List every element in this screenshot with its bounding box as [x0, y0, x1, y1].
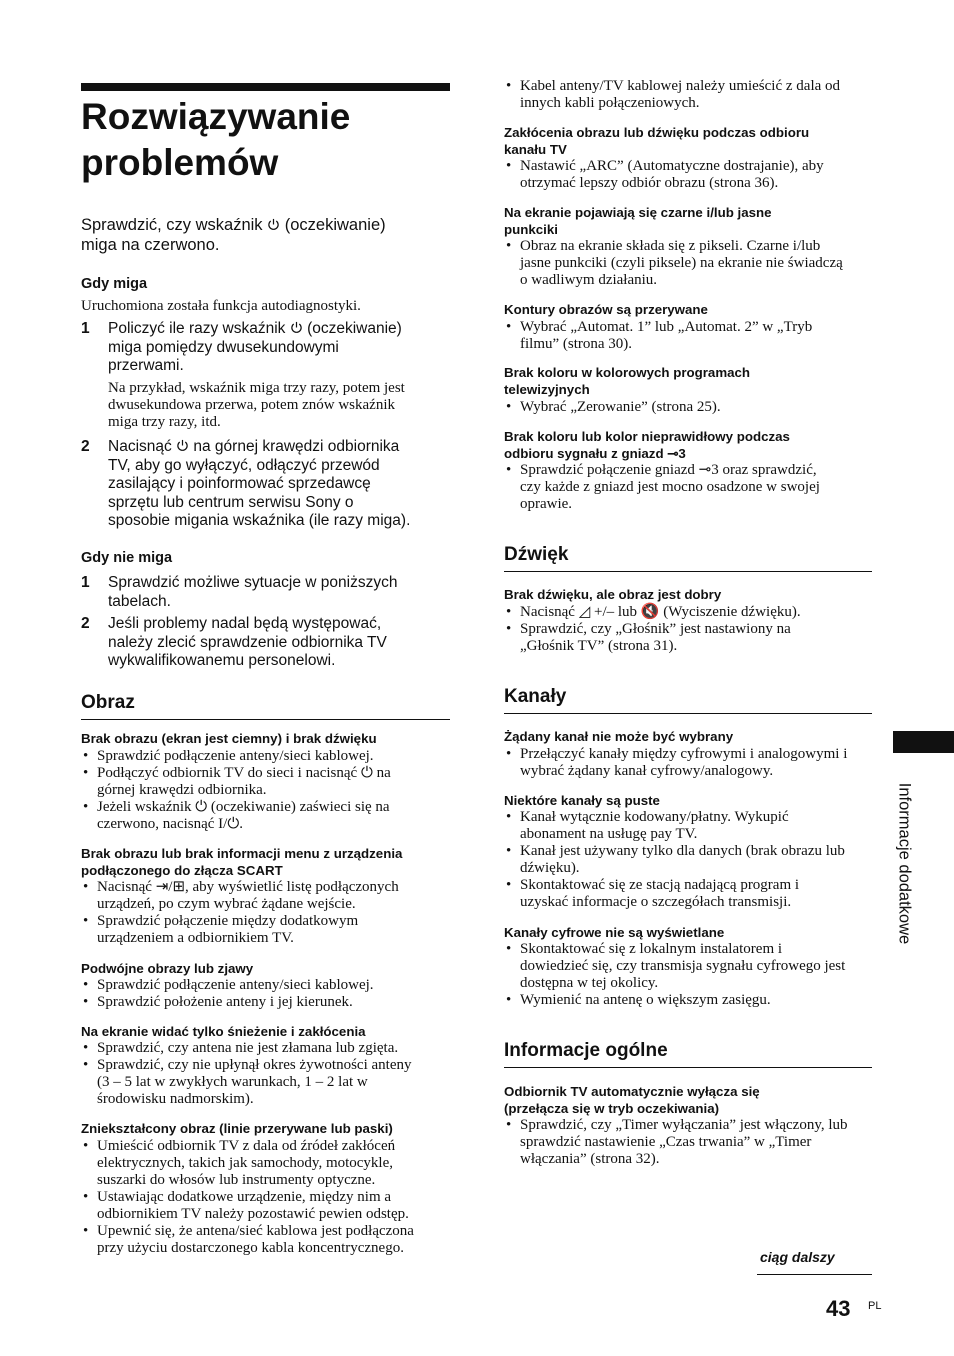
bullet-item [504, 621, 872, 655]
bullet-line: • Skontaktować się ze stacją nadającą program i [520, 877, 800, 893]
bullet-line: • Wybrać „Automat. 1” lub „Automat. 2” w „Tryb [520, 319, 813, 335]
blinking-step-2: 2 Nacisnąć na górnej krawędzi odbiornika TV, aby go wyłączyć, odłączyć przewód zasilający i poinformować sprzedawcę sprzętu lub centrum serwisu Sony o sposobie migania wskaźnika (ile razy miga). [81, 438, 411, 529]
bullet-line: górnej krawędzi odbiornika. [97, 782, 267, 798]
bullet-line: • Sprawdzić podłączenie anteny/sieci kablowej. [97, 748, 374, 764]
bullet-line: • Jeżeli wskaźnik ⏻ (oczekiwanie) zaświeci się na [97, 799, 390, 815]
bullet-item [81, 977, 450, 994]
not-blinking-step-2: 2 Jeśli problemy nadal będą występować, należy zlecić sprawdzenie odbiornika TV wykwalifikowanemu personelowi. [81, 615, 387, 669]
item-heading [81, 960, 450, 977]
bullet-item [81, 913, 450, 947]
bullet-list [504, 319, 872, 353]
bullet-line: przy użyciu dostarczonego kabla koncentrycznego. [97, 1240, 404, 1256]
bullet-line: • Kanał jest używany tylko dla danych (brak obrazu lub [520, 843, 845, 859]
bullet-line: • Skontaktować się z lokalnym instalatorem i [520, 941, 783, 957]
not-blinking-heading: Gdy nie miga [81, 550, 173, 566]
bullet-item [504, 843, 872, 877]
bullet-line: „Głośnik TV” (strona 31). [520, 638, 678, 654]
bullet-list [504, 462, 872, 513]
item-heading-line: Żądany kanał nie może być wybrany [504, 729, 734, 744]
item-heading [504, 204, 872, 238]
continued-rule [757, 1274, 872, 1275]
item-heading [504, 586, 872, 603]
bullet-list [504, 941, 872, 1009]
bullet-line: • Wybrać „Zerowanie” (strona 25). [520, 399, 721, 415]
item-heading-line: podłączonego do złącza SCART [81, 863, 283, 878]
bullet-line: środowisku nadmorskim). [97, 1091, 254, 1107]
bullet-list [81, 977, 450, 1011]
item-heading-line: Zniekształcony obraz (linie przerywane lub paski) [81, 1121, 393, 1136]
bullet-item [504, 158, 872, 192]
bullet-list [504, 399, 872, 416]
bullet-line: oprawie. [520, 496, 573, 512]
bullet-line: suszarki do włosów lub instrumenty optyczne. [97, 1172, 376, 1188]
blinking-step-1: 1 Policzyć ile razy wskaźnik (oczekiwanie) miga pomiędzy dwusekundowymi przerwami. [81, 320, 402, 374]
bullet-item [81, 994, 450, 1011]
item-heading-line: Podwójne obrazy lub zjawy [81, 961, 254, 976]
item-heading [504, 728, 872, 745]
bullet-line: urządzeniem a odbiornikiem TV. [97, 930, 294, 946]
item-heading [504, 924, 872, 941]
bullet-line: dostępna w tej okolicy. [520, 975, 659, 991]
item-heading-line: kanału TV [504, 142, 567, 157]
item-heading [504, 428, 872, 462]
bullet-item [81, 1057, 450, 1108]
bullet-item [81, 748, 450, 765]
bullet-item [504, 462, 872, 513]
bullet-line: wybrać żądany kanał cyfrowy/analogowy. [520, 763, 774, 779]
bullet-line: otrzymać lepszy odbiór obrazu (strona 36). [520, 175, 779, 191]
bullet-list [504, 746, 872, 780]
intro-text: Sprawdzić, czy wskaźnik (oczekiwanie) miga na czerwono. [81, 216, 386, 254]
bullet-item [504, 1117, 872, 1168]
item-heading [81, 845, 450, 879]
bullet-line: • Nacisnąć ◿ +/– lub 🔇 (Wyciszenie dźwięku). [520, 604, 801, 620]
item-heading-line: Brak obrazu (ekran jest ciemny) i brak dźwięku [81, 731, 377, 746]
bullet-line: • Przełączyć kanały między cyfrowymi i analogowymi i [520, 746, 848, 762]
bullet-line: uzyskać informacje o szczegółach transmisji. [520, 894, 792, 910]
item-heading [504, 364, 872, 398]
item-heading [504, 792, 872, 809]
item-heading-line: Na ekranie widać tylko śnieżenie i zakłócenia [81, 1024, 366, 1039]
bullet-line: • Wymienić na antenę o większym zasięgu. [520, 992, 771, 1008]
bullet-list [504, 158, 872, 192]
section-heading-kanaly: Kanały [504, 686, 872, 714]
item-heading-line: odbioru sygnału z gniazd ⊸3 [504, 446, 686, 461]
bullet-list [81, 748, 450, 833]
page-title: Rozwiązywanie problemów [81, 96, 351, 183]
bullet-line: • Sprawdzić podłączenie anteny/sieci kablowej. [97, 977, 374, 993]
item-heading [504, 301, 872, 318]
item-heading-line: Kanały cyfrowe nie są wyświetlane [504, 925, 725, 940]
section-heading-obraz: Obraz [81, 692, 450, 720]
bullet-line: • Upewnić się, że antena/sieć kablowa jest podłączona [97, 1223, 414, 1239]
bullet-line: • Kanał wytącznie kodowany/płatny. Wykupić [520, 809, 789, 825]
bullet-line: urządzeń, po czym wybrać żądane wejście. [97, 896, 356, 912]
bullet-line: • Sprawdzić położenie anteny i jej kierunek. [97, 994, 353, 1010]
bullet-line: abonament na usługę pay TV. [520, 826, 698, 842]
title-rule [81, 83, 450, 91]
item-heading-line: Brak obrazu lub brak informacji menu z urządzenia [81, 846, 403, 861]
bullet-item [504, 941, 872, 992]
bullet-item [504, 992, 872, 1009]
bullet-list [504, 78, 872, 112]
item-heading [81, 1120, 450, 1137]
bullet-line: • Sprawdzić, czy „Timer wyłączania” jest włączony, lub [520, 1117, 848, 1133]
bullet-line: dowiedzieć się, czy transmisja sygnału cyfrowego jest [520, 958, 846, 974]
item-heading-line: Na ekranie pojawiają się czarne i/lub jasne [504, 205, 772, 220]
section-heading-dzwiek: Dźwięk [504, 544, 872, 572]
item-heading-line: Zakłócenia obrazu lub dźwięku podczas odbioru [504, 125, 810, 140]
bullet-line: dźwięku). [520, 860, 580, 876]
bullet-line: • Nacisnąć ⇥/⊞, aby wyświetlić listę podłączonych [97, 879, 399, 895]
bullet-line: • Sprawdzić, czy nie upłynął okres żywotności anteny [97, 1057, 412, 1073]
bullet-line: • Sprawdzić, czy „Głośnik” jest nastawiony na [520, 621, 791, 637]
item-heading [81, 730, 450, 747]
item-heading-line: (przełącza się w tryb oczekiwania) [504, 1101, 720, 1116]
bullet-line: innych kabli połączeniowych. [520, 95, 700, 111]
bullet-item [504, 746, 872, 780]
bullet-line: czerwono, nacisnąć I/⏻. [97, 816, 243, 832]
section-heading-informacje-ogolne: Informacje ogólne [504, 1040, 872, 1068]
item-heading-line: Kontury obrazów są przerywane [504, 302, 708, 317]
item-heading-line: Brak dźwięku, ale obraz jest dobry [504, 587, 722, 602]
bullet-item [81, 1040, 450, 1057]
bullet-line: • Sprawdzić połączenie między dodatkowym [97, 913, 359, 929]
item-heading-line: Brak koloru lub kolor nieprawidłowy podczas [504, 429, 790, 444]
item-heading-line: Brak koloru w kolorowych programach [504, 365, 751, 380]
bullet-item [504, 604, 872, 621]
page-number: 43 [826, 1296, 851, 1321]
bullet-line: włączania” (strona 32). [520, 1151, 660, 1167]
bullet-list [81, 879, 450, 947]
item-heading-line: Niektóre kanały są puste [504, 793, 660, 808]
bullet-line: odbiornikiem TV należy pozostawić pewien odstęp. [97, 1206, 409, 1222]
bullet-item [81, 879, 450, 913]
item-heading [81, 1023, 450, 1040]
bullet-line: (3 – 5 lat w zwykłych warunkach, 1 – 2 lat w [97, 1074, 368, 1090]
bullet-item [81, 799, 450, 833]
bullet-line: jasne punkciki (czyli piksele) na ekranie nie świadczą [520, 255, 843, 271]
side-label: Informacje dodatkowe [895, 782, 914, 945]
blinking-step-1-note: Na przykład, wskaźnik miga trzy razy, potem jest dwusekundowa przerwa, potem znów wskaźnik miga trzy razy, itd. [108, 380, 405, 430]
bullet-line: elektrycznych, takich jak samochody, motocykle, [97, 1155, 394, 1171]
bullet-list [504, 604, 872, 655]
bullet-item [504, 877, 872, 911]
bullet-item [504, 238, 872, 289]
item-heading-line: punkciki [504, 222, 558, 237]
item-heading-line: telewizyjnych [504, 382, 590, 397]
bullet-item [81, 765, 450, 799]
bullet-list [81, 1138, 450, 1257]
continued-label: ciąg dalszy [760, 1249, 835, 1265]
bullet-line: • Podłączyć odbiornik TV do sieci i nacisnąć ⏻ na [97, 765, 391, 781]
bullet-list [81, 1040, 450, 1108]
item-heading [504, 1083, 872, 1117]
bullet-line: • Sprawdzić, czy antena nie jest złamana lub zgięta. [97, 1040, 399, 1056]
item-heading-line: Odbiornik TV automatycznie wyłącza się [504, 1084, 760, 1099]
bullet-line: • Umieścić odbiornik TV z dala od źródeł zakłóceń [97, 1138, 396, 1154]
bullet-item [504, 399, 872, 416]
bullet-list [504, 809, 872, 911]
bullet-list [504, 238, 872, 289]
power-icon [290, 321, 303, 334]
bullet-item [81, 1223, 450, 1257]
bullet-line: • Ustawiając dodatkowe urządzenie, między nim a [97, 1189, 392, 1205]
power-icon [267, 218, 280, 231]
bullet-item [504, 809, 872, 843]
bullet-line: • Sprawdzić połączenie gniazd ⊸3 oraz sprawdzić, [520, 462, 817, 478]
bullet-item [504, 319, 872, 353]
bullet-item [504, 78, 872, 112]
bullet-line: filmu” (strona 30). [520, 336, 633, 352]
bullet-line: • Obraz na ekranie składa się z pikseli. Czarne i/lub [520, 238, 821, 254]
bullet-line: sprawdzić nastawienie „Czas trwania” w „Timer [520, 1134, 812, 1150]
blinking-text: Uruchomiona została funkcja autodiagnostyki. [81, 298, 361, 314]
blinking-heading: Gdy miga [81, 276, 148, 292]
page-language: PL [868, 1300, 882, 1312]
bullet-line: czy każde z gniazd jest mocno osadzone w swojej [520, 479, 820, 495]
bullet-line: • Kabel anteny/TV kablowej należy umieścić z dala od [520, 78, 841, 94]
not-blinking-step-1: 1 Sprawdzić możliwe sytuacje w poniższych tabelach. [81, 574, 398, 610]
power-icon [176, 439, 189, 452]
bullet-item [81, 1138, 450, 1189]
item-heading [504, 124, 872, 158]
bullet-line: • Nastawić „ARC” (Automatyczne dostrajanie), aby [520, 158, 824, 174]
bullet-line: o wadliwym działaniu. [520, 272, 658, 288]
bullet-list [504, 1117, 872, 1168]
bullet-item [81, 1189, 450, 1223]
